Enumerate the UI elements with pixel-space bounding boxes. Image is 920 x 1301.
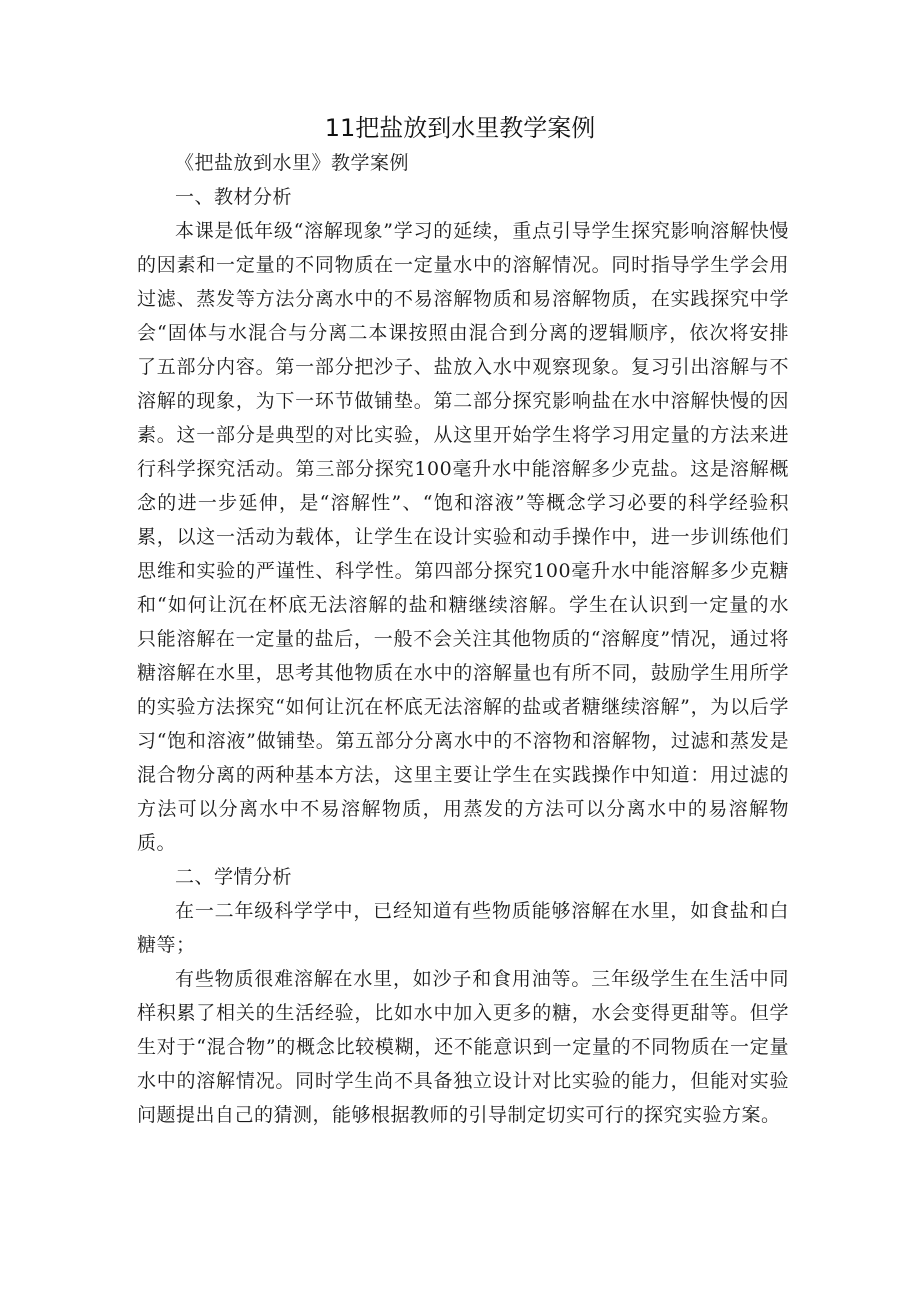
document-body (137, 146, 789, 1132)
document-title: 11把盐放到水里教学案例 (324, 114, 596, 142)
section-heading-textbook-analysis: 一、教材分析 (175, 186, 293, 208)
paragraph-student-analysis-1: 在一二年级科学学中，已经知道有些物质能够溶解在水里，如食盐和白糖等； (137, 900, 789, 956)
document-subtitle: 《把盐放到水里》教学案例 (175, 152, 410, 174)
paragraph-textbook-analysis: 本课是低年级“溶解现象”学习的延续，重点引导学生探究影响溶解快慢的因素和一定量的不同物质在一定量水中的溶解情况。同时指导学生学会用过滤、蒸发等方法分离水中的不易溶解物质和易溶解物质，在实践探究中学会“固体与水混合与分离二本课按照由混合到分离的逻辑顺序，依次将安排了五部分内容。第一部分把沙子、盐放入水中观察现象。复习引出溶解与不溶解的现象，为下一环节做铺垫。第二部分探究影响盐在水中溶解快慢的因素。这一部分是典型的对比实验，从这里开始学生将学习用定量的方法来进行科学探究活动。第三部分探究100毫升水中能溶解多少克盐。这是溶解概念的进一步延伸，是“溶解性”、“饱和溶液”等概念学习必要的科学经验积累，以这一活动为载体，让学生在设计实验和动手操作中，进一步训练他们思维和实验的严谨性、科学性。第四部分探究100毫升水中能溶解多少克糖和“如何让沉在杯底无法溶解的盐和糖继续溶解。学生在认识到一定量的水只能溶解在一定量的盐后，一般不会关注其他物质的“溶解度”情况，通过将糖溶解在水里，思考其他物质在水中的溶解量也有所不同，鼓励学生用所学的实验方法探究“如何让沉在杯底无法溶解的盐或者糖继续溶解”，为以后学习“饱和溶液”做铺垫。第五部分分离水中的不溶物和溶解物，过滤和蒸发是混合物分离的两种基本方法，这里主要让学生在实践操作中知道：用过滤的方法可以分离水中不易溶解物质，用蒸发的方法可以分离水中的易溶解物质。 (137, 220, 789, 854)
section-heading-student-analysis: 二、学情分析 (175, 866, 293, 888)
paragraph-student-analysis-2: 有些物质很难溶解在水里，如沙子和食用油等。三年级学生在生活中同样积累了相关的生活经验，比如水中加入更多的糖，水会变得更甜等。但学生对于“混合物”的概念比较模糊，还不能意识到一定量的不同物质在一定量水中的溶解情况。同时学生尚不具备独立设计对比实验的能力，但能对实验问题提出自己的猜测，能够根据教师的引导制定切实可行的探究实验方案。 (137, 968, 789, 1126)
